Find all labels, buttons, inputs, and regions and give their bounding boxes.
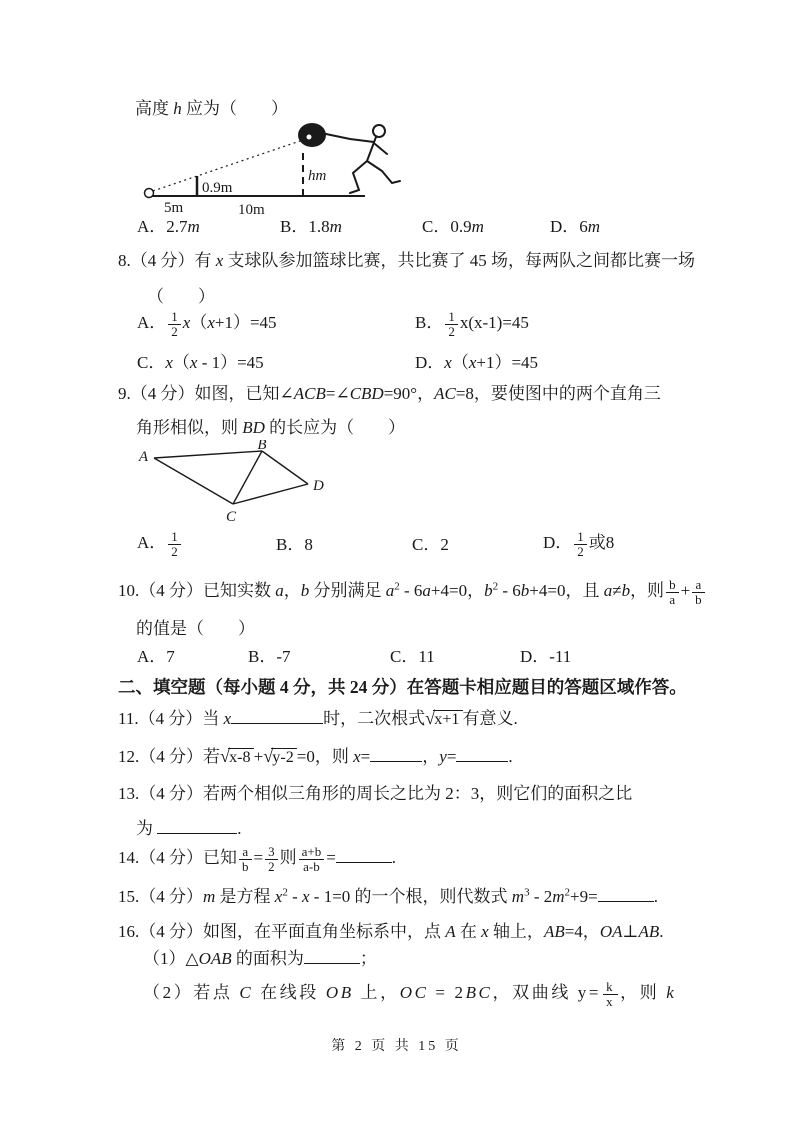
italic-var: a [275, 581, 284, 601]
superscript: 2 [282, 886, 288, 899]
italic-var: h [173, 99, 182, 118]
fraction: $\frac{b}{a}$ [666, 578, 679, 606]
q9-option-d: D． $\frac{1}{2}$ 或8 [543, 529, 615, 559]
italic-var: CBD [349, 384, 384, 403]
observer-point [145, 189, 154, 198]
italic-var: OAB [198, 949, 232, 968]
italic-var: x [444, 353, 452, 372]
superscript: 2 [564, 886, 571, 899]
fraction: $\frac{k}{x}$ [603, 980, 618, 1008]
ball-height-label: hm [308, 168, 327, 184]
superscript: 2 [394, 580, 400, 593]
triangle-edges [154, 451, 308, 504]
italic-var: m [511, 887, 525, 906]
italic-var: x [302, 887, 310, 906]
q10-stem-line1: 10.（4 分）已知实数 a，b 分别满足 $a^2 - 6a+4=0$，$b^2 - 6b+4=0$，且 a≠b，则 $\frac{b}{a}$ + $\frac{a}{b}$ [118, 578, 707, 606]
italic-var: BD [242, 418, 265, 437]
q16-sub1: （1）△OAB 的面积为 ； [143, 949, 377, 968]
q16-sub2: （2）若点 C 在线段 OB 上，OC = 2BC，双曲线 y= $\frac{k}{x}$ ，则 k [143, 979, 677, 1009]
italic-var: x [165, 353, 173, 372]
italic-var: b [520, 581, 530, 601]
answer-blank [598, 886, 654, 902]
q10-option-a: A．7 [137, 647, 175, 666]
answer-blank [304, 948, 360, 964]
vertex-a-label: A [138, 449, 148, 465]
italic-var: m [587, 217, 601, 236]
italic-var: AB [543, 922, 565, 941]
q7-option-d: D．6m [550, 217, 601, 236]
fraction: $\frac{1}{2}$ [445, 310, 458, 338]
q10-option-c: C．11 [390, 647, 435, 666]
player-figure [326, 125, 400, 193]
q8-option-d: D．x（x+1）=45 [415, 353, 539, 372]
fraction: $\frac{1}{2}$ [168, 530, 181, 558]
q8-paren: （ ） [147, 287, 215, 306]
q7-option-c: C．0.9m [422, 217, 484, 236]
answer-blank [157, 818, 237, 834]
italic-var: AB [638, 922, 660, 941]
fraction: $\frac{a}{b}$ [239, 845, 252, 873]
italic-var: m [329, 217, 342, 236]
q9-figure [138, 440, 343, 532]
stick-height-label: 0.9m [202, 180, 233, 196]
italic-var: A [445, 922, 456, 941]
answer-blank [336, 847, 392, 863]
italic-var: OB [325, 983, 354, 1003]
italic-var: m [552, 887, 565, 906]
italic-var: x [468, 353, 477, 372]
italic-var: C [239, 983, 254, 1003]
italic-var: b [300, 581, 310, 601]
italic-var: x [215, 251, 224, 270]
vertex-b-label: B [257, 440, 267, 453]
italic-var: m [471, 217, 484, 236]
vertex-d-label: D [313, 478, 324, 494]
italic-var: x [182, 313, 191, 333]
page-footer: 第 2 页 共 15 页 [331, 1039, 462, 1054]
italic-var: b [484, 581, 493, 601]
q7-option-a: A．2.7m [137, 217, 200, 236]
italic-var: x [189, 353, 198, 372]
answer-blank [456, 746, 508, 762]
q9-stem-line1: 9.（4 分）如图，已知∠ACB=∠CBD=90°，AC=8，要使图中的两个直角三 [118, 384, 661, 403]
q7-figure [140, 116, 410, 218]
q14-stem: 14.（4 分）已知 $\frac{a}{b}$ = $\frac{3}{2}$ 则 $\frac{a+b}{a-b}$ = . [118, 844, 397, 874]
italic-var: ACB [293, 384, 326, 403]
italic-var: x [274, 887, 283, 906]
fraction: $\frac{1}{2}$ [168, 310, 181, 338]
right-distance-label: 10m [238, 202, 265, 218]
italic-var: a [422, 581, 431, 601]
italic-var: OC [399, 983, 429, 1003]
answer-blank [231, 708, 323, 724]
italic-var: m [187, 217, 200, 236]
italic-var: x [481, 922, 489, 941]
answer-blank [370, 746, 422, 762]
q7-option-b: B．1.8m [280, 217, 342, 236]
italic-var: x [223, 709, 232, 728]
q16-stem: 16.（4 分）如图，在平面直角坐标系中，点 A 在 x 轴上，AB=4，OA⊥AB. [118, 922, 664, 941]
q8-option-c: C．x（x - 1）=45 [137, 353, 264, 372]
superscript: 3 [524, 886, 530, 899]
q10-option-d: D．-11 [520, 647, 572, 666]
italic-var: a [385, 581, 395, 601]
q9-option-b: B．8 [276, 535, 313, 554]
q8-option-b: B． $\frac{1}{2}$ x(x-1)=45 [415, 309, 529, 339]
fraction: $\frac{1}{2}$ [574, 530, 587, 558]
radical: √x-8 [220, 744, 254, 769]
fraction: $\frac{a}{b}$ [692, 578, 705, 606]
radical: √y-2 [263, 744, 297, 769]
radical: √x+1 [425, 706, 462, 731]
q12-stem: 12.（4 分）若√x-8 +√y-2 =0，则 x= ，y= . [118, 744, 513, 769]
italic-var: x [207, 313, 215, 333]
italic-var: AC [434, 384, 456, 403]
q10-stem-line2: 的值是（ ） [136, 619, 255, 638]
fraction: $\frac{3}{2}$ [265, 845, 278, 873]
q8-stem: 8.（4 分）有 x 支球队参加篮球比赛，共比赛了 45 场，每两队之间都比赛一场 [118, 251, 696, 270]
racket-and-ball [298, 123, 326, 147]
italic-var: b [621, 581, 631, 601]
vertex-c-label: C [225, 509, 237, 525]
left-distance-label: 5m [164, 200, 184, 216]
q11-stem: 11.（4 分）当 x 时，二次根式√x+1 有意义. [118, 706, 518, 731]
italic-var: a [603, 581, 613, 601]
section2-title: 二、填空题（每小题 4 分，共 24 分）在答题卡相应题目的答题区域作答。 [118, 677, 687, 697]
q9-stem-line2: 角形相似，则 BD 的长应为（ ） [136, 418, 406, 437]
italic-var: y [439, 747, 447, 766]
q13-stem-line2: 为 . [136, 819, 242, 838]
ball-highlight [307, 135, 312, 140]
italic-var: OA [599, 922, 623, 941]
q9-option-c: C．2 [412, 535, 449, 554]
q13-stem-line1: 13.（4 分）若两个相似三角形的周长之比为 2：3，则它们的面积之比 [118, 784, 633, 803]
italic-var: x [353, 747, 361, 766]
q7-stem: 高度 h 应为（ ） [135, 99, 288, 118]
fraction: $\frac{a+b}{a-b}$ [299, 845, 325, 873]
italic-var: m [203, 887, 216, 906]
q10-option-b: B．-7 [248, 647, 291, 666]
q9-option-a: A． $\frac{1}{2}$ [137, 530, 183, 558]
italic-var: k [666, 983, 677, 1003]
q15-stem: 15.（4 分）m 是方程 $x^2 - x - 1=0$ 的一个根，则代数式 $m^3 - 2m^2+9=$ . [118, 886, 658, 906]
italic-var: BC [465, 983, 493, 1003]
q8-option-a: A． $\frac{1}{2}$ x（x+1）=45 [137, 309, 277, 339]
superscript: 2 [492, 580, 499, 593]
